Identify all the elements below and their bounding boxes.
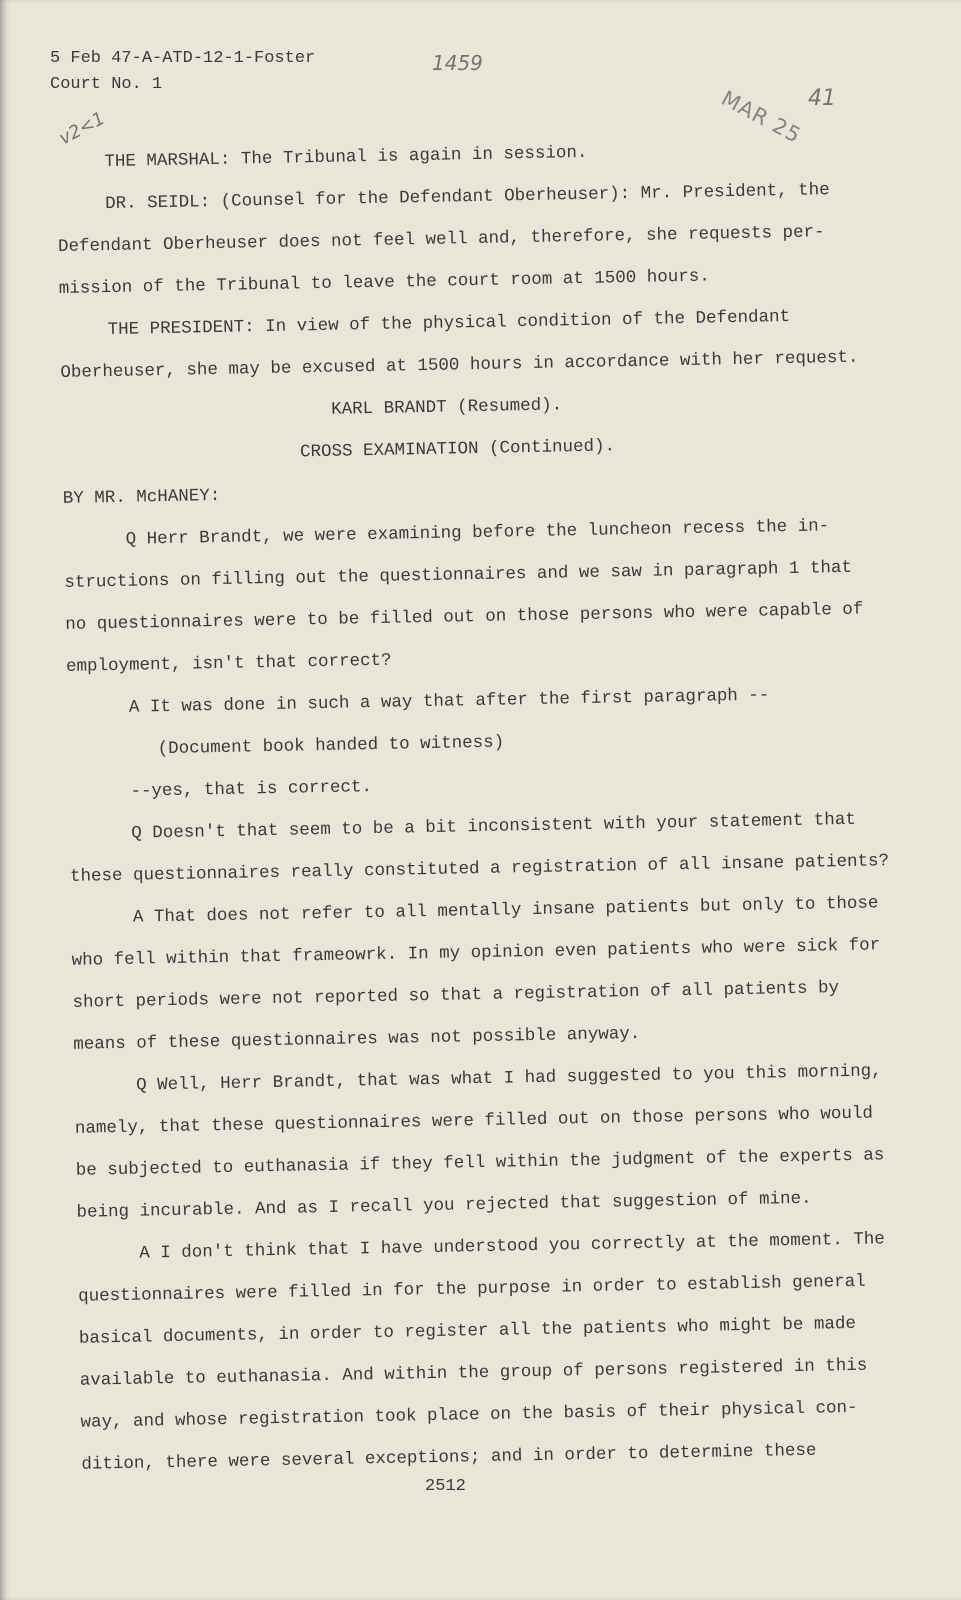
transcript-line: KARL BRANDT (Resumed). [330, 395, 563, 420]
transcript-line: Q Herr Brandt, we were examining before the luncheon recess the in- [125, 516, 830, 550]
transcript-line: Q Well, Herr Brandt, that was what I had suggested to you this morning, [135, 1061, 882, 1096]
date-stamp: MAR 25 [717, 86, 806, 148]
header-reference: 5 Feb 47-A-ATD-12-1-Foster [50, 49, 316, 68]
transcript-line: way, and whose registration took place on the basis of their physical con- [80, 1397, 858, 1433]
transcript-line: mission of the Tribunal to leave the court room at 1500 hours. [58, 266, 711, 299]
transcript-line: DR. SEIDL: (Counsel for the Defendant Oberheuser): Mr. President, the [105, 180, 830, 215]
transcript-line: being incurable. And as I recall you rejected that suggestion of mine. [76, 1188, 812, 1223]
header-court: Court No. 1 [50, 75, 163, 94]
handwritten-page-number: 41 [808, 86, 836, 111]
handwritten-initials: v2<1 [55, 107, 109, 150]
transcript-line: THE PRESIDENT: In view of the physical condition of the Defendant [107, 306, 791, 341]
transcript-line: (Document book handed to witness) [157, 732, 505, 760]
transcript-line: A It was done in such a way that after the first paragraph -- [128, 685, 770, 718]
transcript-line: short periods were not reported so that a registration of all patients by [72, 978, 840, 1013]
transcript-line: namely, that these questionnaires were filled out on those persons who would [74, 1103, 874, 1139]
transcript-line: structions on filling out the questionnaires and we saw in paragraph 1 that [64, 557, 853, 593]
transcript-line: basical documents, in order to register all the patients who might be made [78, 1313, 857, 1349]
transcript-line: be subjected to euthanasia if they fell within the judgment of the experts as [75, 1145, 885, 1181]
transcript-line: available to euthanasia. And within the group of persons registered in this [79, 1355, 868, 1391]
transcript-line: no questionnaires were to be filled out on those persons who were capable of [65, 599, 864, 635]
transcript-line: --yes, that is correct. [130, 777, 373, 802]
page-number: 2512 [425, 1477, 466, 1496]
transcript-body [56, 126, 892, 1485]
transcript-line: Defendant Oberheuser does not feel well and, therefore, she requests per- [57, 222, 825, 257]
transcript-line: CROSS EXAMINATION (Continued). [299, 436, 616, 463]
transcript-line: means of these questionnaires was not possible anyway. [73, 1023, 641, 1055]
transcript-line: who fell within that frameowrk. In my opinion even patients who were sick for [71, 935, 881, 971]
transcript-line: A That does not refer to all mentally insane patients but only to those [132, 893, 879, 928]
transcript-line: questionnaires were filled in for the purpose in order to establish general [77, 1271, 866, 1307]
transcript-line: employment, isn't that correct? [65, 650, 392, 677]
transcript-line: Q Doesn't that seem to be a bit inconsistent with your statement that [131, 809, 856, 844]
transcript-line: Oberheuser, she may be excused at 1500 hours in accordance with her request. [60, 347, 859, 383]
transcript-line: THE MARSHAL: The Tribunal is again in session. [104, 142, 588, 173]
handwritten-number: 1459 [432, 51, 483, 75]
transcript-line: A I don't think that I have understood you correctly at the moment. The [139, 1229, 886, 1264]
transcript-line: dition, there were several exceptions; and in order to determine these [81, 1440, 817, 1475]
transcript-line: these questionnaires really constituted a registration of all insane patients? [69, 851, 890, 887]
transcript-line: BY MR. McHANEY: [62, 485, 221, 509]
